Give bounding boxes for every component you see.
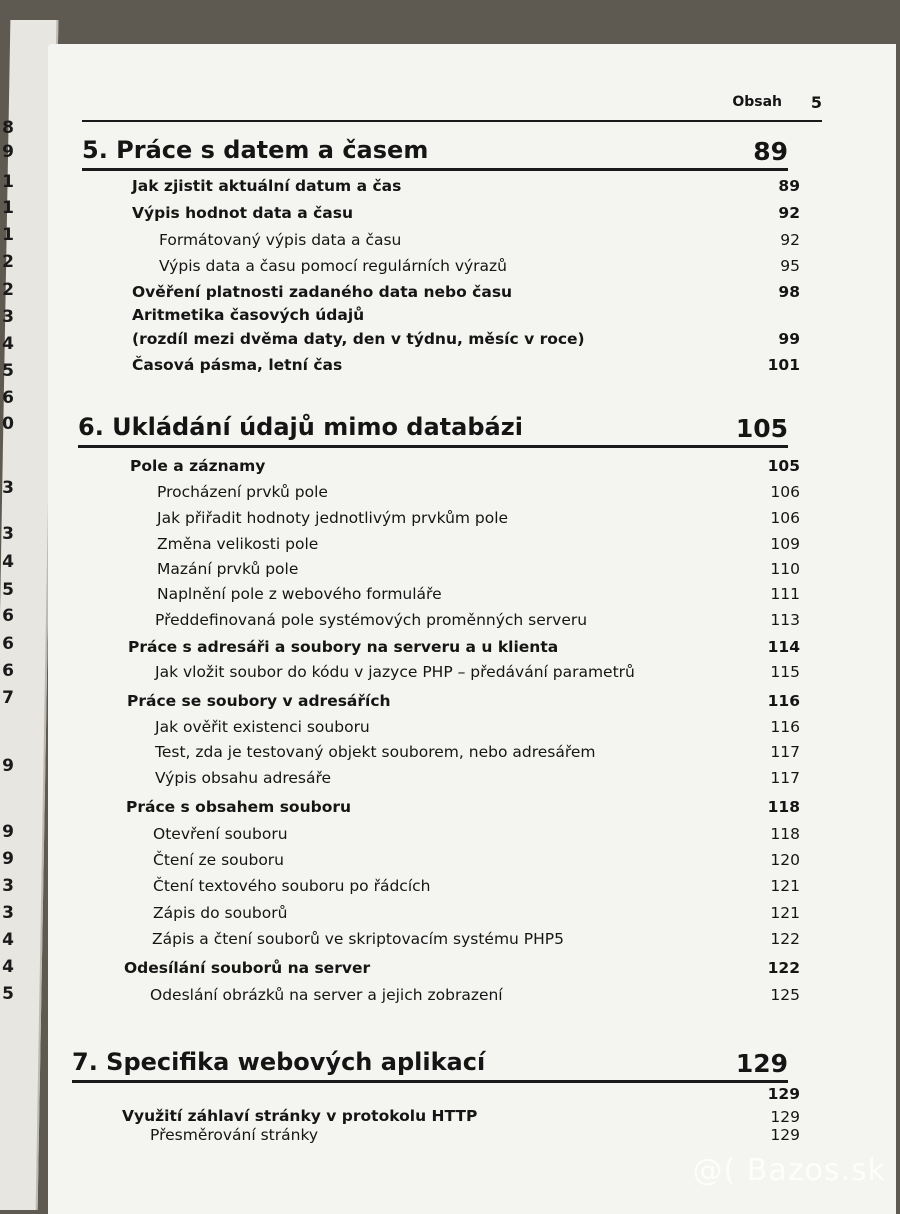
toc-label: Práce s adresáři a soubory na serveru a u klienta	[128, 638, 559, 656]
facing-page-number: 9	[2, 822, 14, 842]
toc-entry	[0, 231, 900, 257]
toc-label: Odesílání souborů na server	[124, 959, 371, 977]
toc-page: 110	[770, 560, 800, 578]
toc-entry	[0, 798, 900, 824]
toc-label: Ověření platnosti zadaného data nebo času	[132, 283, 513, 301]
toc-entry	[0, 1126, 900, 1152]
toc-label: Práce se soubory v adresářích	[127, 692, 391, 710]
toc-page: 89	[778, 177, 800, 195]
toc-label: Odeslání obrázků na server a jejich zobrazení	[150, 986, 503, 1004]
toc-page: 129	[767, 1085, 800, 1103]
toc-label: Jak vložit soubor do kódu v jazyce PHP – předávání parametrů	[155, 663, 635, 681]
toc-page: 105	[767, 457, 800, 475]
facing-page-number: 6	[2, 388, 14, 408]
toc-entry	[0, 638, 900, 664]
toc-entry	[0, 904, 900, 930]
toc-page: 95	[780, 257, 800, 275]
toc-entry	[0, 986, 900, 1012]
toc-page: 111	[770, 585, 800, 603]
toc-label: Jak přiřadit hodnoty jednotlivým prvkům pole	[157, 509, 509, 527]
toc-page: 116	[767, 692, 800, 710]
toc-label: Předdefinovaná pole systémových proměnných serveru	[155, 611, 588, 629]
toc-entry	[0, 560, 900, 586]
chapter-title: 6. Ukládání údajů mimo databázi	[78, 413, 523, 441]
toc-entry	[0, 483, 900, 509]
toc-label: Test, zda je testovaný objekt souborem, nebo adresářem	[155, 743, 596, 761]
toc-page: 116	[770, 718, 800, 736]
toc-page: 99	[778, 330, 800, 348]
facing-page-number: 8	[2, 118, 14, 138]
toc-label: Přesměrování stránky	[150, 1126, 319, 1144]
toc-label: Práce s obsahem souboru	[126, 798, 352, 816]
toc-page: 92	[778, 204, 800, 222]
facing-page-number: 0	[2, 414, 14, 434]
facing-page-number: 6	[2, 661, 14, 681]
toc-label: Jak ověřit existenci souboru	[155, 718, 370, 736]
toc-page: 117	[770, 743, 800, 761]
toc-page: 121	[770, 877, 800, 895]
toc-label: Zápis a čtení souborů ve skriptovacím systému PHP5	[152, 930, 564, 948]
facing-page-number: 4	[2, 334, 14, 354]
toc-entry	[0, 825, 900, 851]
toc-entry	[0, 306, 900, 332]
facing-page-number: 9	[2, 849, 14, 869]
toc-label: Čtení textového souboru po řádcích	[153, 877, 431, 895]
chapter-heading	[78, 405, 788, 448]
facing-page-number: 6	[2, 634, 14, 654]
facing-page-number: 3	[2, 876, 14, 896]
facing-page-number: 3	[2, 478, 14, 498]
facing-page-number: 3	[2, 903, 14, 923]
toc-page: 114	[767, 638, 800, 656]
facing-page-number: 1	[2, 172, 14, 192]
toc-label: Aritmetika časových údajů	[132, 306, 365, 324]
watermark: @( Bazos.sk	[692, 1153, 886, 1188]
toc-label: Zápis do souborů	[153, 904, 288, 922]
toc-entry	[0, 718, 900, 744]
facing-page-number: 2	[2, 252, 14, 272]
toc-label: Pole a záznamy	[130, 457, 266, 475]
toc-entry	[0, 177, 900, 203]
chapter-heading	[72, 1040, 788, 1083]
toc-entry	[0, 457, 900, 483]
toc-entry	[0, 663, 900, 689]
toc-entry	[0, 257, 900, 283]
facing-page-number: 3	[2, 524, 14, 544]
chapter-page: 89	[753, 137, 788, 166]
toc-entry	[0, 356, 900, 382]
facing-page-number: 5	[2, 984, 14, 1004]
chapter-page: 105	[735, 414, 788, 443]
toc-entry	[0, 851, 900, 877]
toc-entry	[0, 959, 900, 985]
toc-entry	[0, 769, 900, 795]
toc-label: Otevření souboru	[153, 825, 288, 843]
toc-entry	[0, 877, 900, 903]
facing-page-number: 4	[2, 552, 14, 572]
toc-entry	[0, 611, 900, 637]
toc-entry	[0, 204, 900, 230]
running-header	[82, 92, 822, 122]
chapter-page: 129	[735, 1049, 788, 1078]
facing-page-number: 5	[2, 361, 14, 381]
facing-page-number: 9	[2, 756, 14, 776]
toc-page: 120	[770, 851, 800, 869]
facing-page-number: 4	[2, 930, 14, 950]
toc-label: Jak zjistit aktuální datum a čas	[132, 177, 402, 195]
facing-page-number: 1	[2, 198, 14, 218]
facing-page-number: 1	[2, 225, 14, 245]
toc-entry	[0, 692, 900, 718]
toc-label: Výpis data a času pomocí regulárních výrazů	[159, 257, 507, 275]
toc-page: 129	[770, 1126, 800, 1144]
toc-page: 98	[778, 283, 800, 301]
header-section: Obsah	[732, 94, 782, 110]
toc-page: 117	[770, 769, 800, 787]
facing-page-number: 2	[2, 280, 14, 300]
toc-entry	[0, 930, 900, 956]
toc-label: Procházení prvků pole	[157, 483, 328, 501]
facing-page-number: 9	[2, 142, 14, 162]
toc-entry	[0, 743, 900, 769]
toc-label: (rozdíl mezi dvěma daty, den v týdnu, měsíc v roce)	[132, 330, 585, 348]
toc-page: 113	[770, 611, 800, 629]
toc-page: 121	[770, 904, 800, 922]
toc-label: Časová pásma, letní čas	[132, 356, 343, 374]
facing-page-number: 7	[2, 688, 14, 708]
toc-page: 92	[780, 231, 800, 249]
toc-page: 122	[770, 930, 800, 948]
header-page-number: 5	[810, 93, 822, 112]
facing-page-number: 6	[2, 606, 14, 626]
toc-page: 122	[767, 959, 800, 977]
toc-label: Formátovaný výpis data a času	[159, 231, 402, 249]
toc-page: 106	[770, 509, 800, 527]
facing-page-number: 4	[2, 957, 14, 977]
toc-label: Změna velikosti pole	[157, 535, 319, 553]
toc-page: 125	[770, 986, 800, 1004]
toc-entry	[0, 330, 900, 356]
toc-label: Výpis obsahu adresáře	[155, 769, 332, 787]
toc-label: Naplnění pole z webového formuláře	[157, 585, 442, 603]
toc-page: 101	[767, 356, 800, 374]
toc-label: Čtení ze souboru	[153, 851, 284, 869]
toc-label: Využití záhlaví stránky v protokolu HTTP	[122, 1107, 478, 1125]
chapter-title: 7. Specifika webových aplikací	[72, 1048, 486, 1076]
toc-entry	[0, 535, 900, 561]
toc-page: 109	[770, 535, 800, 553]
toc-page: 115	[770, 663, 800, 681]
toc-entry	[0, 585, 900, 611]
toc-page: 118	[767, 798, 800, 816]
toc-page: 106	[770, 483, 800, 501]
toc-page: 118	[770, 825, 800, 843]
toc-label: Výpis hodnot data a času	[132, 204, 353, 222]
facing-page-number: 3	[2, 307, 14, 327]
toc-label: Mazání prvků pole	[157, 560, 299, 578]
toc-entry	[0, 509, 900, 535]
chapter-heading	[82, 130, 788, 171]
chapter-title: 5. Práce s datem a časem	[82, 136, 429, 164]
toc-page: 129	[770, 1108, 800, 1126]
facing-page-number: 5	[2, 580, 14, 600]
